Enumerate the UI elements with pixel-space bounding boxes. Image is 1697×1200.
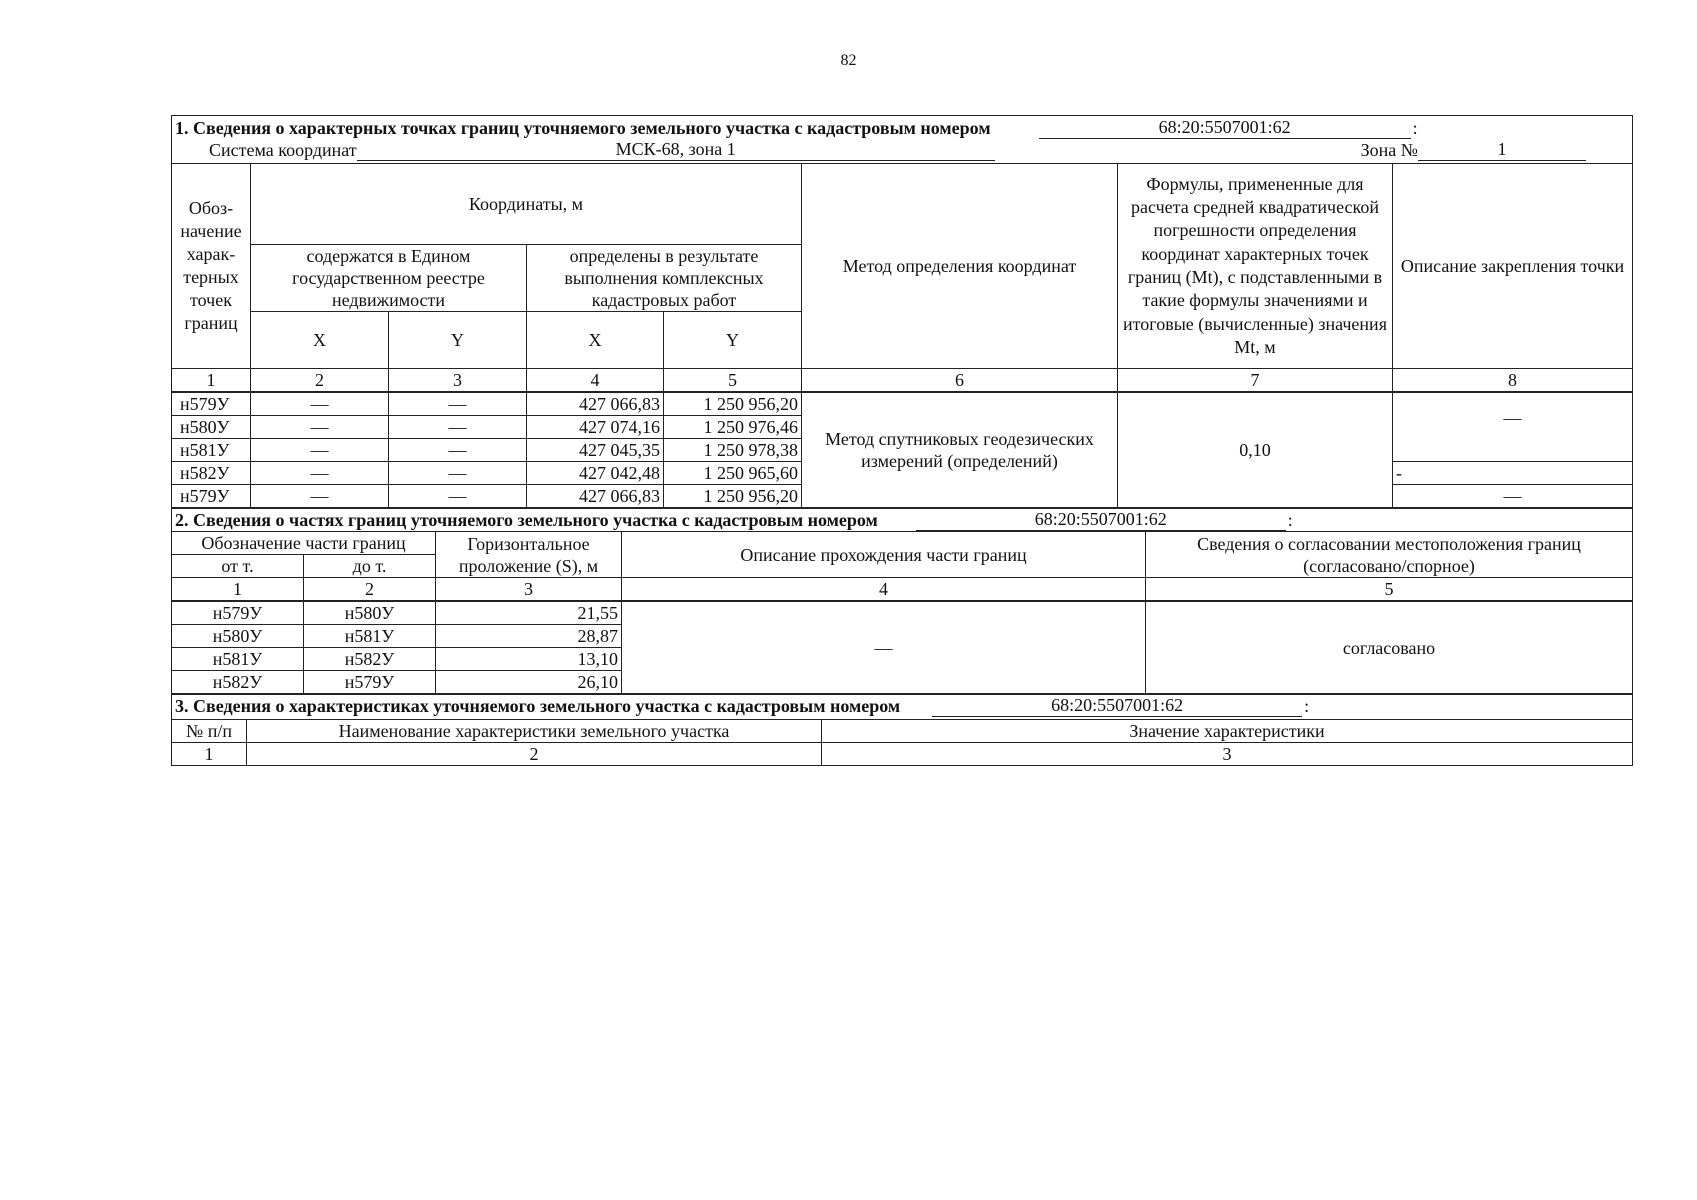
- cell-from: н579У: [172, 601, 304, 625]
- cell-y2: 1 250 978,38: [664, 439, 802, 462]
- section1-cadastral-number: 68:20:5507001:62: [1039, 117, 1411, 139]
- cell-y1: —: [389, 392, 527, 416]
- header-fixing: Описание закрепления точки: [1393, 164, 1633, 369]
- section2-cadastral-number: 68:20:5507001:62: [916, 509, 1286, 531]
- cell-x1: —: [251, 485, 389, 508]
- col-number: 2: [247, 743, 822, 766]
- col-number: 8: [1393, 369, 1633, 393]
- cell-y1: —: [389, 485, 527, 508]
- cell-x2: 427 066,83: [527, 485, 664, 508]
- fixing-value: —: [1393, 485, 1633, 508]
- page-number: 82: [840, 52, 857, 69]
- col-number: 1: [172, 743, 247, 766]
- header-value: Значение характеристики: [822, 720, 1633, 743]
- cell-to: н582У: [304, 648, 436, 671]
- cell-s: 13,10: [436, 648, 622, 671]
- section3-table: [171, 693, 1633, 766]
- cell-x1: —: [251, 439, 389, 462]
- col-number: 4: [622, 578, 1146, 602]
- cell-from: н582У: [172, 671, 304, 694]
- zone-label: Зона №: [1360, 140, 1418, 160]
- col-number: 1: [172, 369, 251, 393]
- col-number: 2: [251, 369, 389, 393]
- point-name: н581У: [172, 439, 251, 462]
- col-number: 1: [172, 578, 304, 602]
- cell-y2: 1 250 956,20: [664, 392, 802, 416]
- description-value: —: [622, 601, 1146, 694]
- col-number: 6: [802, 369, 1118, 393]
- zone-value: 1: [1418, 139, 1586, 161]
- header-name: Наименование характеристики земельного участка: [247, 720, 822, 743]
- method-value: Метод спутниковых геодезических измерений (определений): [802, 392, 1118, 508]
- cell-x2: 427 042,48: [527, 462, 664, 485]
- col-number: 4: [527, 369, 664, 393]
- cell-x2: 427 066,83: [527, 392, 664, 416]
- cell-y2: 1 250 976,46: [664, 416, 802, 439]
- section3-cadastral-number: 68:20:5507001:62: [932, 695, 1302, 717]
- header-in-registry: содержатся в Едином государственном реестре недвижимости: [251, 245, 527, 312]
- section2-table: [171, 507, 1633, 694]
- col-number: 7: [1118, 369, 1393, 393]
- header-method: Метод определения координат: [802, 164, 1118, 369]
- cell-y2: 1 250 965,60: [664, 462, 802, 485]
- cell-y2: 1 250 956,20: [664, 485, 802, 508]
- col-number: 3: [436, 578, 622, 602]
- table-row: [172, 601, 1633, 625]
- header-designation: Обоз- начение харак- терных точек границ: [172, 164, 251, 369]
- cell-x1: —: [251, 462, 389, 485]
- header-to: до т.: [304, 555, 436, 578]
- table-row: [172, 392, 1633, 416]
- header-x2: X: [527, 312, 664, 369]
- cell-y1: —: [389, 416, 527, 439]
- cell-s: 28,87: [436, 625, 622, 648]
- cell-y1: —: [389, 439, 527, 462]
- fixing-value: -: [1393, 462, 1633, 485]
- header-num: № п/п: [172, 720, 247, 743]
- col-number: 3: [822, 743, 1633, 766]
- header-determined: определены в результате выполнения комплексных кадастровых работ: [527, 245, 802, 312]
- cell-s: 26,10: [436, 671, 622, 694]
- cell-to: н580У: [304, 601, 436, 625]
- header-horizontal: Горизонтальное проложение (S), м: [436, 532, 622, 578]
- cell-y1: —: [389, 462, 527, 485]
- header-y1: Y: [389, 312, 527, 369]
- header-x1: X: [251, 312, 389, 369]
- point-name: н580У: [172, 416, 251, 439]
- agreement-value: согласовано: [1146, 601, 1633, 694]
- header-formulas: Формулы, примененные для расчета средней квадратической погрешности определения координат характерных точек границ (Mt), с подставленными в такие формулы значениями и итоговые (вычисленные) значения Mt, м: [1118, 164, 1393, 369]
- section2-colon: :: [1287, 510, 1293, 530]
- cell-to: н581У: [304, 625, 436, 648]
- header-agreement: Сведения о согласовании местоположения границ (согласовано/спорное): [1146, 532, 1633, 578]
- point-name: н579У: [172, 485, 251, 508]
- cell-s: 21,55: [436, 601, 622, 625]
- point-name: н582У: [172, 462, 251, 485]
- cell-x1: —: [251, 416, 389, 439]
- section1-table: [171, 115, 1633, 508]
- cadastral-document: [171, 115, 1632, 766]
- col-number: 5: [664, 369, 802, 393]
- section3-colon: :: [1304, 696, 1310, 716]
- fixing-value: —: [1393, 392, 1633, 462]
- col-number: 3: [389, 369, 527, 393]
- section1-colon: :: [1412, 118, 1418, 138]
- coord-system-value: МСК-68, зона 1: [357, 139, 995, 161]
- cell-from: н581У: [172, 648, 304, 671]
- coord-system-label: Система координат: [209, 140, 357, 160]
- section1-title: 1. Сведения о характерных точках границ уточняемого земельного участка с кадастровым номером: [175, 118, 991, 138]
- header-description: Описание прохождения части границ: [622, 532, 1146, 578]
- cell-x1: —: [251, 392, 389, 416]
- section3-title: 3. Сведения о характеристиках уточняемого земельного участка с кадастровым номером: [175, 696, 901, 716]
- cell-x2: 427 074,16: [527, 416, 664, 439]
- section2-title: 2. Сведения о частях границ уточняемого земельного участка с кадастровым номером: [175, 510, 878, 530]
- cell-to: н579У: [304, 671, 436, 694]
- header-y2: Y: [664, 312, 802, 369]
- header-part-designation: Обозначение части границ: [172, 532, 436, 555]
- point-name: н579У: [172, 392, 251, 416]
- cell-x2: 427 045,35: [527, 439, 664, 462]
- mt-value: 0,10: [1118, 392, 1393, 508]
- col-number: 5: [1146, 578, 1633, 602]
- header-from: от т.: [172, 555, 304, 578]
- cell-from: н580У: [172, 625, 304, 648]
- header-coordinates: Координаты, м: [251, 164, 802, 245]
- col-number: 2: [304, 578, 436, 602]
